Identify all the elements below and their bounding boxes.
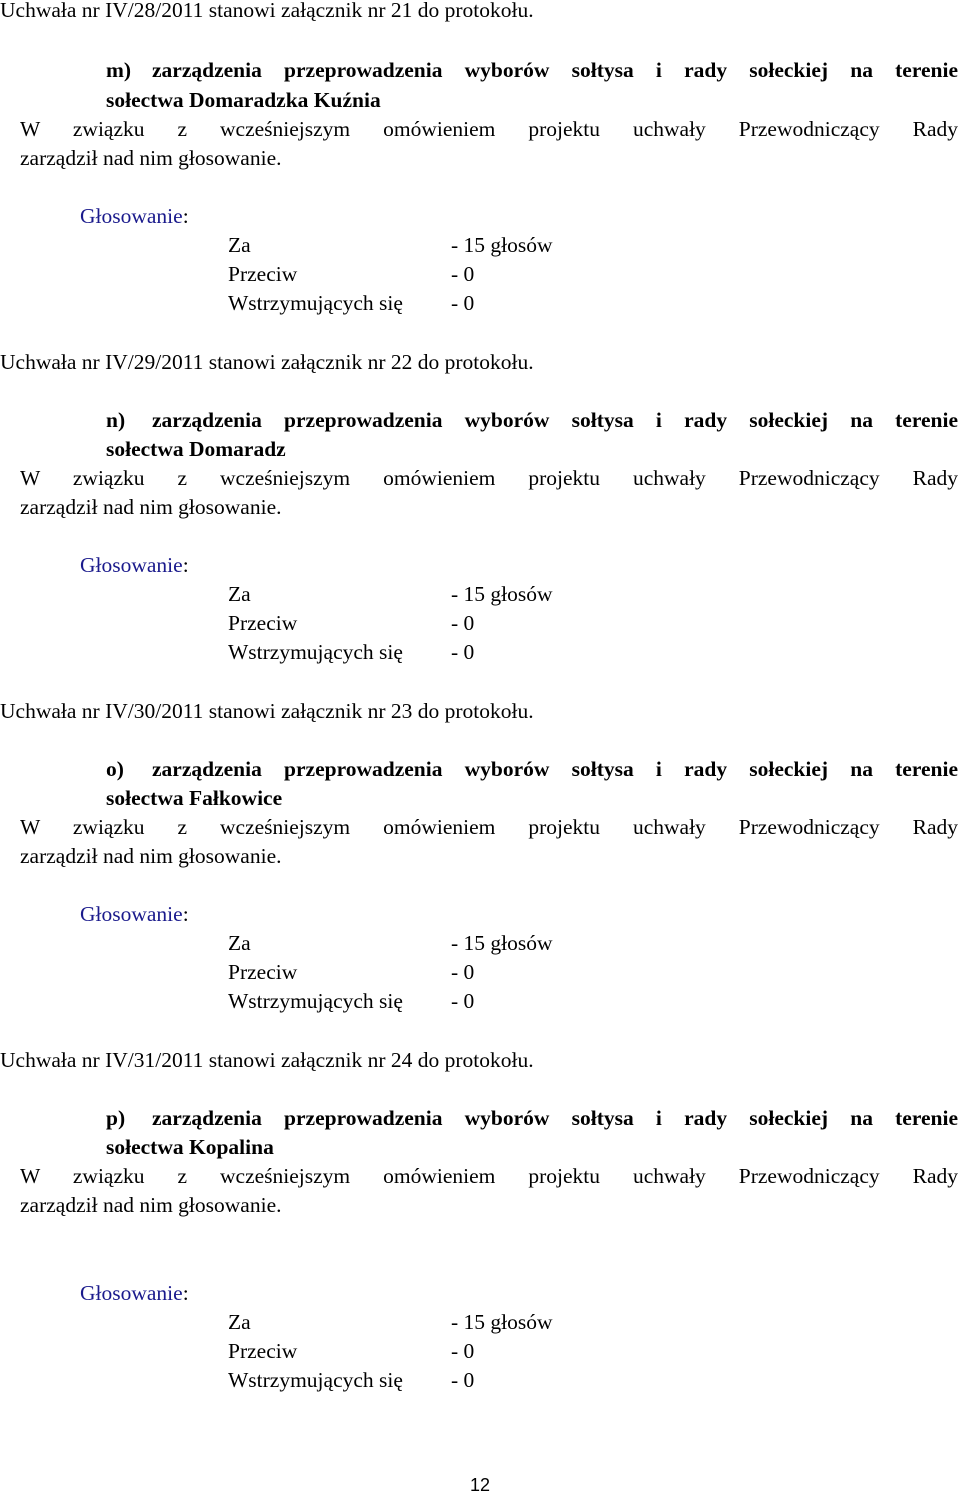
- vote-for-label: Za: [228, 931, 251, 955]
- voting-label: Głosowanie: [80, 204, 183, 228]
- vote-against-label: Przeciw: [228, 611, 298, 635]
- paragraph-line: W związku z wcześniejszym omówieniem projektu uchwały Przewodniczący Rady: [20, 117, 958, 141]
- resolution-line: Uchwała nr IV/31/2011 stanowi załącznik nr 24 do protokołu.: [0, 1048, 534, 1072]
- vote-against-value: - 0: [451, 1339, 475, 1363]
- section-heading-text: zarządzenia przeprowadzenia wyborów sołtysa i rady sołeckiej na terenie: [152, 757, 958, 781]
- voting-heading: [80, 204, 189, 229]
- voting-heading: [80, 553, 189, 578]
- paragraph-line: W związku z wcześniejszym omówieniem projektu uchwały Przewodniczący Rady: [20, 1164, 958, 1188]
- resolution-line: Uchwała nr IV/29/2011 stanowi załącznik nr 22 do protokołu.: [0, 350, 534, 374]
- section-heading-text: zarządzenia przeprowadzenia wyborów sołtysa i rady sołeckiej na terenie: [152, 1106, 958, 1130]
- vote-against-value: - 0: [451, 960, 475, 984]
- vote-for-value: - 15 głosów: [451, 931, 553, 955]
- vote-for-label: Za: [228, 582, 251, 606]
- voting-label: Głosowanie: [80, 902, 183, 926]
- section-heading-text: zarządzenia przeprowadzenia wyborów sołtysa i rady sołeckiej na terenie: [152, 408, 958, 432]
- voting-colon: :: [182, 902, 189, 926]
- paragraph-line: zarządził nad nim głosowanie.: [20, 844, 282, 868]
- section-subheading: sołectwa Domaradzka Kuźnia: [106, 88, 381, 112]
- section-subheading: sołectwa Fałkowice: [106, 786, 283, 810]
- vote-abstain-label: Wstrzymujących się: [228, 989, 403, 1013]
- vote-abstain-value: - 0: [451, 640, 475, 664]
- paragraph-line: zarządził nad nim głosowanie.: [20, 146, 282, 170]
- section-subheading: sołectwa Kopalina: [106, 1135, 274, 1159]
- vote-for-label: Za: [228, 1310, 251, 1334]
- vote-for-value: - 15 głosów: [451, 233, 553, 257]
- paragraph-line: zarządził nad nim głosowanie.: [20, 495, 282, 519]
- vote-against-value: - 0: [451, 262, 475, 286]
- resolution-line: Uchwała nr IV/30/2011 stanowi załącznik nr 23 do protokołu.: [0, 699, 534, 723]
- paragraph-line: zarządził nad nim głosowanie.: [20, 1193, 282, 1217]
- voting-colon: :: [182, 553, 189, 577]
- section-heading: [106, 757, 958, 782]
- vote-for-value: - 15 głosów: [451, 582, 553, 606]
- vote-against-label: Przeciw: [228, 960, 298, 984]
- vote-for-value: - 15 głosów: [451, 1310, 553, 1334]
- section-letter: o): [106, 757, 124, 781]
- voting-colon: :: [182, 204, 189, 228]
- section-heading-text: zarządzenia przeprowadzenia wyborów sołtysa i rady sołeckiej na terenie: [152, 58, 958, 82]
- voting-heading: [80, 1281, 189, 1306]
- vote-abstain-value: - 0: [451, 291, 475, 315]
- vote-for-label: Za: [228, 233, 251, 257]
- voting-colon: :: [182, 1281, 189, 1305]
- vote-against-label: Przeciw: [228, 262, 298, 286]
- resolution-line: Uchwała nr IV/28/2011 stanowi załącznik nr 21 do protokołu.: [0, 0, 534, 22]
- vote-abstain-label: Wstrzymujących się: [228, 1368, 403, 1392]
- section-letter: n): [106, 408, 126, 432]
- voting-label: Głosowanie: [80, 1281, 183, 1305]
- vote-abstain-label: Wstrzymujących się: [228, 640, 403, 664]
- section-letter: p): [106, 1106, 126, 1130]
- vote-abstain-value: - 0: [451, 989, 475, 1013]
- page-number: 12: [469, 1475, 491, 1495]
- section-heading: [106, 408, 958, 433]
- section-subheading: sołectwa Domaradz: [106, 437, 286, 461]
- voting-heading: [80, 902, 189, 927]
- vote-against-label: Przeciw: [228, 1339, 298, 1363]
- section-heading: [106, 1106, 958, 1131]
- voting-label: Głosowanie: [80, 553, 183, 577]
- paragraph-line: W związku z wcześniejszym omówieniem projektu uchwały Przewodniczący Rady: [20, 466, 958, 490]
- vote-against-value: - 0: [451, 611, 475, 635]
- paragraph-line: W związku z wcześniejszym omówieniem projektu uchwały Przewodniczący Rady: [20, 815, 958, 839]
- section-letter: m): [106, 58, 132, 82]
- vote-abstain-label: Wstrzymujących się: [228, 291, 403, 315]
- section-heading: [106, 58, 958, 83]
- vote-abstain-value: - 0: [451, 1368, 475, 1392]
